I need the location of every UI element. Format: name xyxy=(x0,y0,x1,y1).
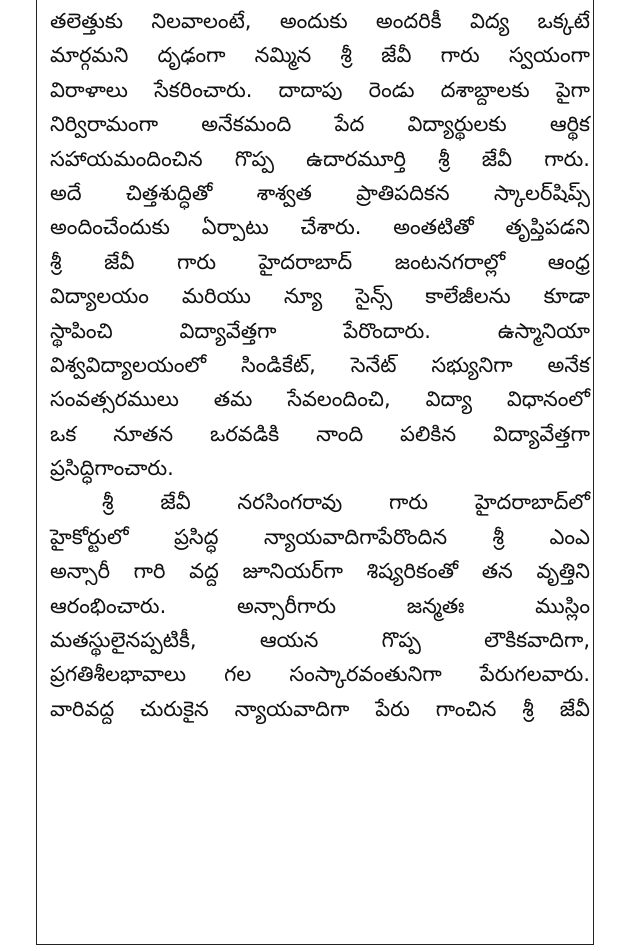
text-line: ఒక నూతన ఒరవడికి నాంది పలికిన విద్యావేత్తగా xyxy=(50,421,590,446)
text-line: అన్సారీ గారి వద్ద జూనియర్‌గా శిష్యరికంతో తన వృత్తిని xyxy=(50,559,590,584)
text-line: విద్యాలయం మరియు న్యూ సైన్స్ కాలేజీలను కూడా xyxy=(50,284,590,309)
text-line: ప్రసిద్ధిగాంచారు. xyxy=(50,456,174,481)
text-line: నిర్విరామంగా అనేకమంది పేద విద్యార్థులకు ఆర్థిక xyxy=(50,112,590,137)
text-line: హైకోర్టులో ప్రసిద్ధ న్యాయవాదిగాపేరొందిన శ్రీ ఎంఎ xyxy=(50,524,590,549)
paragraph-1 xyxy=(50,4,590,485)
text-line: అదే చిత్తశుద్ధితో శాశ్వత ప్రాతిపదికన స్కాలర్‌షిప్స్ xyxy=(50,180,590,205)
text-line: సహాయమందించిన గొప్ప ఉదారమూర్తి శ్రీ జేవీ గారు. xyxy=(50,146,590,171)
text-line: మతస్థులైనప్పటికీ, ఆయన గొప్ప లౌకికవాదిగా, xyxy=(50,628,590,653)
text-line: స్థాపించి విద్యావేత్తగా పేరొందారు. ఉస్మానియా xyxy=(50,318,590,343)
document-body xyxy=(50,4,590,726)
text-line: సంవత్సరములు తమ సేవలందించి, విద్యా విధానంలో xyxy=(50,387,590,412)
text-line: వారివద్ద చురుకైన న్యాయవాదిగా పేరు గాంచిన శ్రీ జేవీ xyxy=(50,696,590,721)
text-line: విశ్వవిద్యాలయంలో సిండికేట్, సెనేట్ సభ్యునిగా అనేక xyxy=(50,352,590,377)
text-line: అందించేందుకు ఏర్పాటు చేశారు. అంతటితో తృప్తిపడని xyxy=(50,215,590,240)
text-line: తలెత్తుకు నిలవాలంటే, అందుకు అందరికీ విద్య ఒక్కటే xyxy=(50,9,590,33)
text-line: ప్రగతిశీలభావాలు గల సంస్కారవంతునిగా పేరుగలవారు. xyxy=(50,662,590,687)
paragraph-2 xyxy=(50,485,590,726)
text-line: విరాళాలు సేకరించారు. దాదాపు రెండు దశాబ్దాలకు పైగా xyxy=(50,77,590,102)
text-line: శ్రీ జేవీ నరసింగరావు గారు హైదరాబాద్‌లో xyxy=(102,490,590,515)
text-line: శ్రీ జేవీ గారు హైదరాబాద్ జంటనగరాల్లో ఆంధ్ర xyxy=(50,249,590,274)
text-line: ఆరంభించారు. అన్సారీగారు జన్మతః ముస్లిం xyxy=(50,593,590,618)
text-line: మార్గమని దృఢంగా నమ్మిన శ్రీ జేవీ గారు స్వయంగా xyxy=(50,43,590,68)
